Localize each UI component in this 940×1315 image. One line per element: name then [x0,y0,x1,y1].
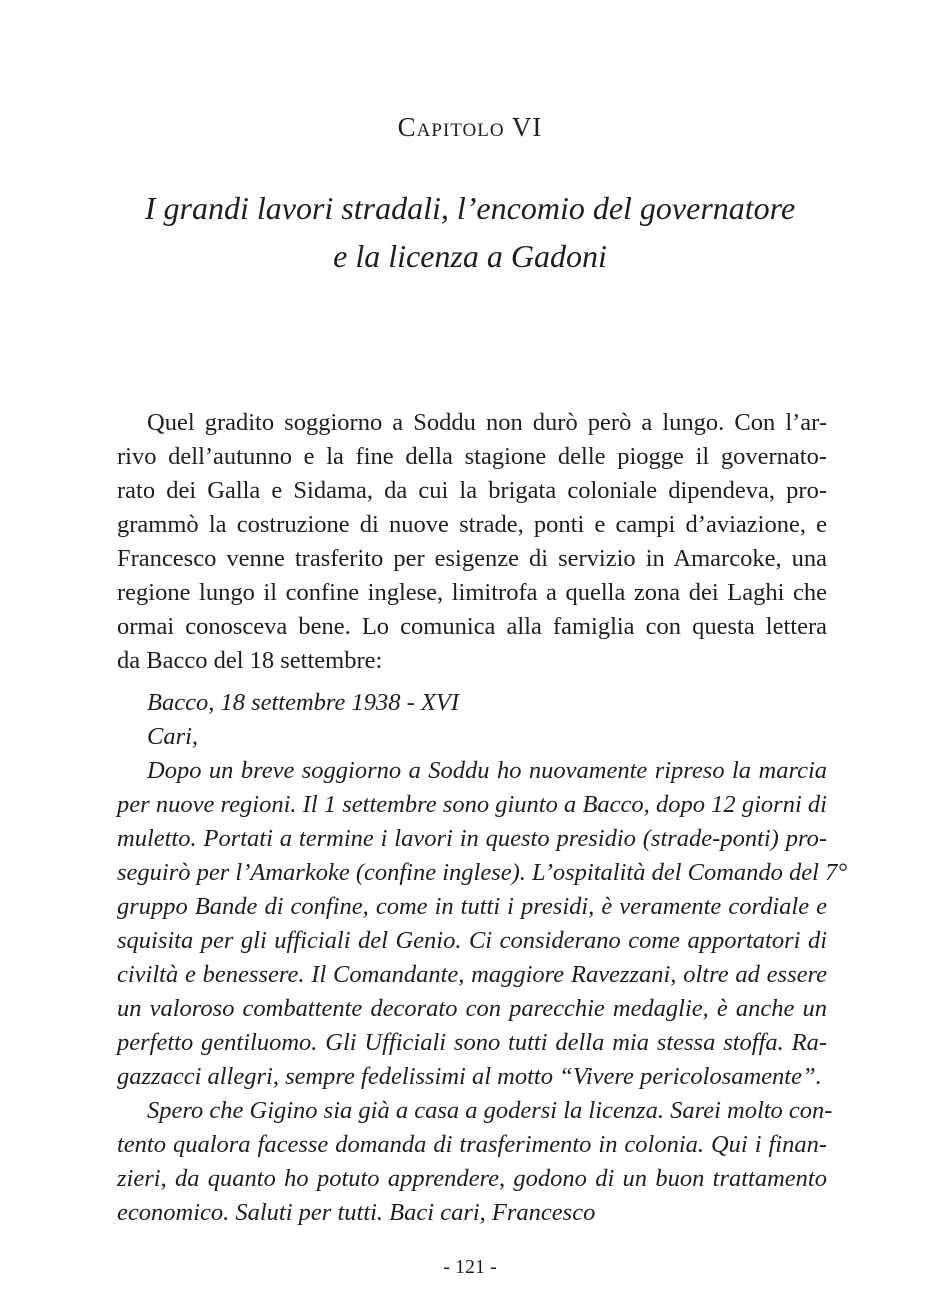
chapter-title-line-2: e la licenza a Gadoni [333,238,607,274]
text-line: perfetto gentiluomo. Gli Ufficiali sono tutti della mia stessa stoffa. Ra- [117,1029,827,1056]
chapter-title-line-1: I grandi lavori stradali, l’encomio del governatore [144,190,796,226]
text-line: grammò la costruzione di nuove strade, ponti e campi d’aviazione, e [117,511,827,538]
text-line: Francesco venne trasferito per esigenze di servizio in Amarcoke, una [117,545,827,572]
text-line: gruppo Bande di confine, come in tutti i presidi, è veramente cordiale e [117,893,827,920]
text-line: Dopo un breve soggiorno a Soddu ho nuovamente ripreso la marcia [147,757,827,784]
text-line: regione lungo il confine inglese, limitrofa a quella zona dei Laghi che [117,579,827,606]
text-line: economico. Saluti per tutti. Baci cari, Francesco [117,1199,596,1226]
letter-quote [117,686,848,1230]
text-line: tento qualora facesse domanda di trasferimento in colonia. Qui i finan- [117,1131,827,1158]
text-line: ormai conosceva bene. Lo comunica alla famiglia con questa lettera [117,613,827,640]
text-line: da Bacco del 18 settembre: [117,647,383,674]
text-line: civiltà e benessere. Il Comandante, maggiore Ravezzani, oltre ad essere [117,961,827,988]
text-line: rivo dell’autunno e la fine della stagione delle piogge il governato- [117,443,827,470]
letter-date-line: Bacco, 18 settembre 1938 - XVI [147,689,460,716]
page-number: - 121 - [443,1256,497,1278]
chapter-label: Capitolo VI [397,112,543,142]
text-line: per nuove regioni. Il 1 settembre sono giunto a Bacco, dopo 12 giorni di [117,791,827,818]
letter-salutation: Cari, [147,723,199,750]
intro-paragraph [117,406,827,678]
text-line: un valoroso combattente decorato con parecchie medaglie, è anche un [117,995,827,1022]
text-line: Spero che Gigino sia già a casa a godersi la licenza. Sarei molto con- [147,1097,833,1124]
text-line: gazzacci allegri, sempre fedelissimi al motto “Vivere pericolosamente”. [117,1063,822,1090]
text-line: seguirò per l’Amarkoke (confine inglese). L’ospitalità del Comando del 7° [117,859,848,886]
text-line: zieri, da quanto ho potuto apprendere, godono di un buon trattamento [117,1165,827,1192]
text-line: squisita per gli ufficiali del Genio. Ci considerano come apportatori di [117,927,827,954]
text-line: muletto. Portati a termine i lavori in questo presidio (strade-ponti) pro- [117,825,827,852]
text-line: Quel gradito soggiorno a Soddu non durò però a lungo. Con l’ar- [147,409,827,436]
chapter-title [0,184,940,280]
text-line: rato dei Galla e Sidama, da cui la brigata coloniale dipendeva, pro- [117,477,827,504]
